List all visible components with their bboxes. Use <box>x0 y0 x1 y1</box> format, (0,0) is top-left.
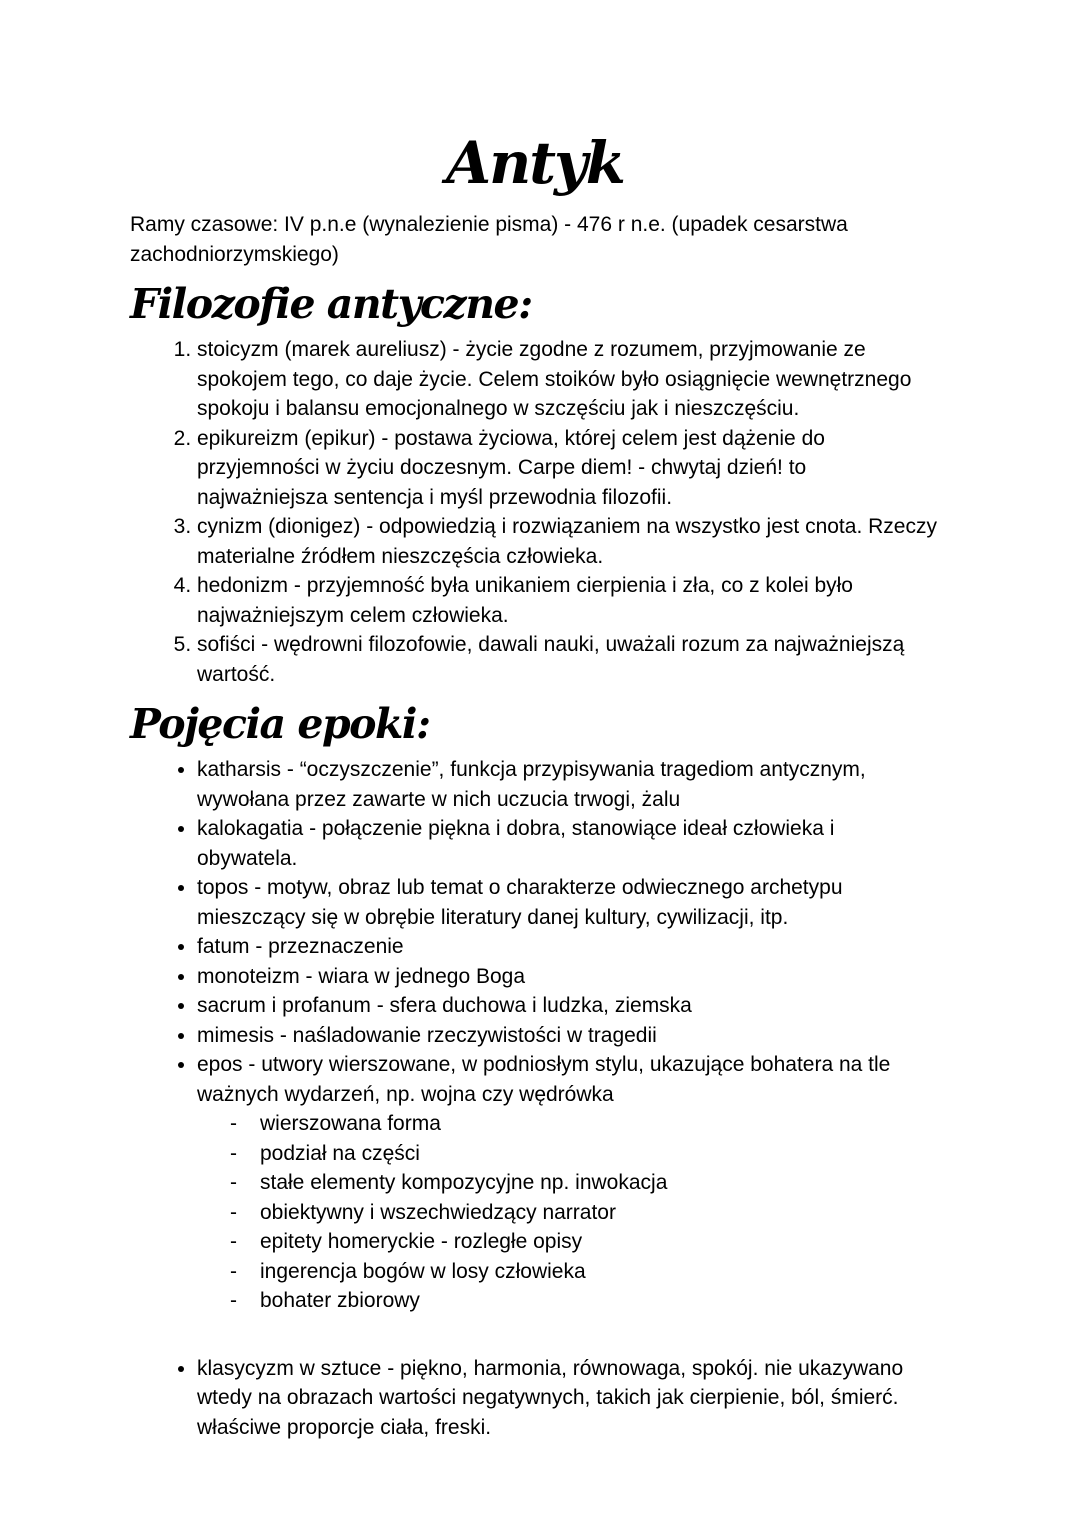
list-item-fatum: • fatum - przeznaczenie <box>197 932 940 962</box>
list-item-cynizm: 3. cynizm (dionigez) - odpowiedzią i rozwiązaniem na wszystko jest cnota. Rzeczy materialne źródłem nieszczęścia człowieka. <box>197 512 940 571</box>
sub-item-ingerencja-bogow: - ingerencja bogów w losy człowieka <box>260 1257 940 1287</box>
list-item-epos <box>197 1050 940 1316</box>
sub-item-bohater-zbiorowy: - bohater zbiorowy <box>260 1286 940 1316</box>
epos-sub-list <box>197 1109 940 1316</box>
list-item-hedonizm: 4. hedonizm - przyjemność była unikaniem cierpienia i zła, co z kolei było najważniejszym celem człowieka. <box>197 571 940 630</box>
list-item-sacrum-i-profanum: • sacrum i profanum - sfera duchowa i ludzka, ziemska <box>197 991 940 1021</box>
sub-item-stale-elementy: - stałe elementy kompozycyjne np. inwokacja <box>260 1168 940 1198</box>
list-item-monoteizm: • monoteizm - wiara w jednego Boga <box>197 962 940 992</box>
epos-text: epos - utwory wierszowane, w podniosłym stylu, ukazujące bohatera na tle ważnych wydarzeń, np. wojna czy wędrówka <box>197 1053 891 1106</box>
sub-item-epitety-homeryckie: - epitety homeryckie - rozległe opisy <box>260 1227 940 1257</box>
list-item-stoicyzm: 1. stoicyzm (marek aureliusz) - życie zgodne z rozumem, przyjmowanie ze spokojem tego, co daje życie. Celem stoików było osiągnięcie wewnętrznego spokoju i balansu emocjonalnego w szczęściu jak i nieszczęściu. <box>197 335 940 424</box>
list-item-katharsis: • katharsis - “oczyszczenie”, funkcja przypisywania tragediom antycznym, wywołana przez zawarte w nich uczucia trwogi, żalu <box>197 755 940 814</box>
section-heading-pojecia-epoki: Pojęcia epoki: <box>130 700 430 748</box>
intro-paragraph: Ramy czasowe: IV p.n.e (wynalezienie pisma) - 476 r n.e. (upadek cesarstwa zachodniorzymskiego) <box>130 213 848 266</box>
list-item-topos: • topos - motyw, obraz lub temat o charakterze odwiecznego archetypu mieszczący się w obrębie literatury danej kultury, cywilizacji, itp. <box>197 873 940 932</box>
section-heading-filozofie-antyczne: Filozofie antyczne: <box>130 280 532 328</box>
sub-item-narrator: - obiektywny i wszechwiedzący narrator <box>260 1198 940 1228</box>
list-item-klasycyzm: • klasycyzm w sztuce - piękno, harmonia, równowaga, spokój. nie ukazywano wtedy na obrazach wartości negatywnych, takich jak cierpienie, ból, śmierć. właściwe proporcje ciała, freski. <box>197 1354 940 1443</box>
list-item-sofisci: 5. sofiści - wędrowni filozofowie, dawali nauki, uważali rozum za najważniejszą wartość. <box>197 630 940 689</box>
document-title: Antyk <box>446 129 624 197</box>
concepts-list <box>130 755 940 1442</box>
list-item-epikureizm: 2. epikureizm (epikur) - postawa życiowa, której celem jest dążenie do przyjemności w życiu doczesnym. Carpe diem! - chwytaj dzień! to najważniejsza sentencja i myśl przewodnia filozofii. <box>197 424 940 513</box>
philosophies-list <box>130 335 940 689</box>
list-item-mimesis: • mimesis - naśladowanie rzeczywistości w tragedii <box>197 1021 940 1051</box>
sub-item-wierszowana-forma: - wierszowana forma <box>260 1109 940 1139</box>
sub-item-podzial-na-czesci: - podział na części <box>260 1139 940 1169</box>
list-item-kalokagatia: • kalokagatia - połączenie piękna i dobra, stanowiące ideał człowieka i obywatela. <box>197 814 940 873</box>
